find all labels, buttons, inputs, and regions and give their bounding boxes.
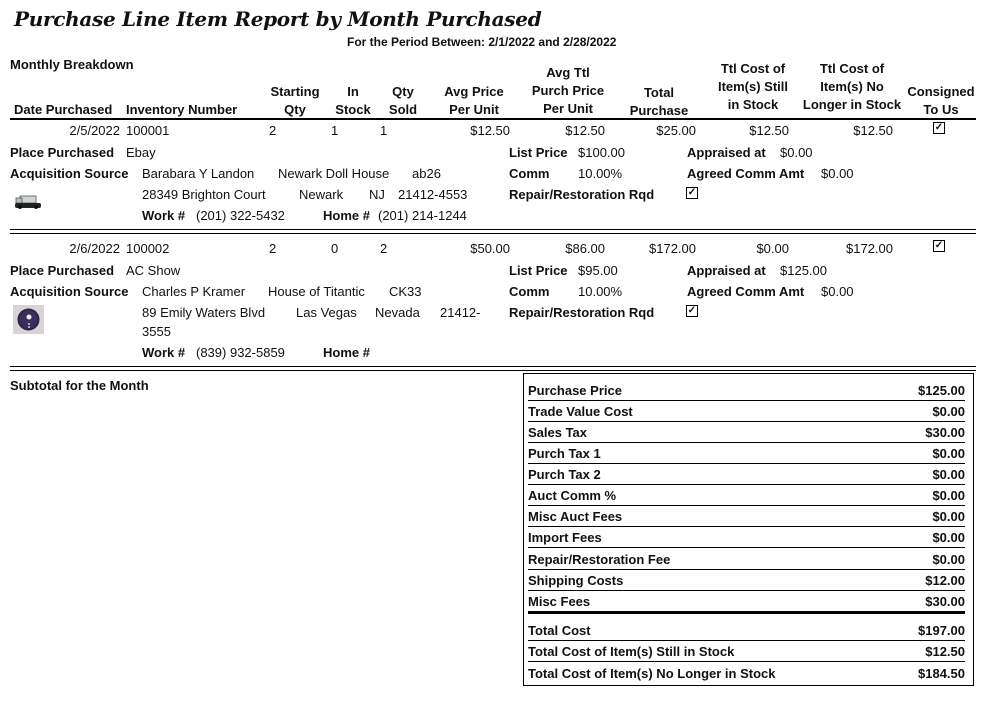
summary-label: Purch Tax 1	[528, 446, 601, 461]
col-qty-sold-line2: Sold	[388, 102, 418, 117]
item-divider-1a	[10, 229, 976, 230]
source-zip: 21412-4553	[398, 187, 468, 202]
summary-label: Repair/Restoration Fee	[528, 552, 671, 567]
comm-value: 10.00%	[578, 166, 623, 181]
place-purchased-value: AC Show	[126, 263, 181, 278]
summary-label: Trade Value Cost	[528, 404, 633, 419]
place-purchased-label: Place Purchased	[10, 145, 115, 160]
acquisition-source-label: Acquisition Source	[10, 284, 129, 299]
summary-value: $0.00	[932, 404, 965, 419]
col-total-line2: Purchase	[629, 103, 689, 118]
list-price-value: $95.00	[578, 263, 618, 278]
col-total-purchase	[626, 84, 692, 120]
list-price-label: List Price	[509, 145, 568, 160]
item-starting-qty: 2	[269, 241, 277, 256]
work-phone-label: Work #	[142, 345, 186, 360]
summary-value: $12.00	[925, 573, 965, 588]
item-total-purchase: $25.00	[656, 123, 696, 138]
summary-value: $0.00	[932, 552, 965, 567]
item-cost-no-longer: $172.00	[846, 241, 893, 256]
col-consigned-line1: Consigned	[907, 84, 975, 99]
list-price-value: $100.00	[578, 145, 625, 160]
col-cost-still-line1: Ttl Cost of	[720, 61, 786, 76]
source-code: CK33	[389, 284, 422, 299]
item-cost-still: $0.00	[756, 241, 789, 256]
summary-value: $0.00	[932, 488, 965, 503]
source-state: NJ	[369, 187, 385, 202]
col-in-stock-line2: Stock	[335, 102, 371, 117]
summary-label: Shipping Costs	[528, 573, 624, 588]
summary-row-purchase-price	[528, 379, 965, 401]
col-starting-qty-line2: Qty	[284, 102, 306, 117]
repair-label: Repair/Restoration Rqd	[509, 187, 655, 202]
item-in-stock: 1	[331, 123, 339, 138]
source-address: 28349 Brighton Court	[142, 187, 266, 202]
item-divider-2a	[10, 366, 976, 367]
section-label: Monthly Breakdown	[10, 57, 134, 72]
summary-value: $197.00	[918, 623, 965, 638]
agreed-comm-label: Agreed Comm Amt	[687, 284, 805, 299]
source-company: Newark Doll House	[278, 166, 390, 181]
col-avg-ttl-line3: Per Unit	[543, 101, 593, 116]
summary-label: Misc Fees	[528, 594, 591, 609]
col-cost-still-line2: Item(s) Still	[717, 79, 789, 94]
summary-value: $0.00	[932, 467, 965, 482]
source-code: ab26	[412, 166, 441, 181]
col-date: Date Purchased	[14, 102, 113, 117]
summary-label: Sales Tax	[528, 425, 588, 440]
summary-value: $0.00	[932, 509, 965, 524]
appraised-label: Appraised at	[687, 145, 766, 160]
summary-value: $184.50	[918, 666, 965, 681]
item-avg-price: $50.00	[470, 241, 510, 256]
item-divider-2b	[10, 370, 976, 371]
home-phone-value: (201) 214-1244	[378, 208, 467, 223]
col-qty-sold	[386, 83, 420, 119]
subtotal-label: Subtotal for the Month	[10, 378, 149, 393]
col-cost-no-longer-line3: Longer in Stock	[802, 97, 902, 112]
summary-label: Purch Tax 2	[528, 467, 601, 482]
item-total-purchase: $172.00	[649, 241, 696, 256]
summary-label: Misc Auct Fees	[528, 509, 623, 524]
col-consigned	[905, 83, 977, 119]
summary-row-import-fees	[528, 526, 965, 548]
place-purchased-label: Place Purchased	[10, 263, 115, 278]
col-inventory: Inventory Number	[126, 102, 238, 117]
consigned-checkbox[interactable]: ✓	[934, 122, 944, 133]
home-phone-label: Home #	[323, 345, 370, 360]
col-total-line1: Total	[643, 85, 675, 100]
col-in-stock-line1: In	[347, 84, 359, 99]
col-avg-price-line1: Avg Price	[444, 84, 504, 99]
appraised-value: $0.00	[780, 145, 813, 160]
repair-label: Repair/Restoration Rqd	[509, 305, 655, 320]
item-in-stock: 0	[331, 241, 339, 256]
summary-box	[523, 373, 974, 686]
col-avg-ttl-line2: Purch Price	[531, 83, 605, 98]
col-avg-price	[440, 83, 508, 119]
summary-label: Purchase Price	[528, 383, 622, 398]
summary-row-trade-value	[528, 400, 965, 422]
summary-value: $12.50	[925, 644, 965, 659]
summary-label: Total Cost of Item(s) Still in Stock	[528, 644, 735, 659]
col-avg-ttl	[526, 64, 610, 118]
comm-label: Comm	[509, 284, 550, 299]
item-avg-ttl-price: $12.50	[565, 123, 605, 138]
col-cost-still-line3: in Stock	[727, 97, 779, 112]
list-price-label: List Price	[509, 263, 568, 278]
agreed-comm-value: $0.00	[821, 284, 854, 299]
home-phone-label: Home #	[323, 208, 370, 223]
comm-label: Comm	[509, 166, 550, 181]
agreed-comm-label: Agreed Comm Amt	[687, 166, 805, 181]
summary-label: Auct Comm %	[528, 488, 617, 503]
summary-value: $0.00	[932, 446, 965, 461]
item-inventory-number[interactable]: 100001	[126, 123, 170, 138]
source-name: Barabara Y Landon	[142, 166, 255, 181]
summary-row-cost-still	[528, 640, 965, 662]
work-phone-value: (201) 322-5432	[196, 208, 285, 223]
item-avg-price: $12.50	[470, 123, 510, 138]
summary-row-misc-auct-fees	[528, 505, 965, 527]
report-title: Purchase Line Item Report by Month Purchased	[14, 7, 542, 31]
col-qty-sold-line1: Qty	[392, 84, 414, 99]
place-purchased-value: Ebay	[126, 145, 156, 160]
summary-row-shipping	[528, 569, 965, 591]
source-city: Las Vegas	[296, 305, 357, 320]
summary-value: $0.00	[932, 530, 965, 545]
summary-row-auct-comm	[528, 484, 965, 506]
col-cost-still	[710, 60, 796, 114]
summary-value: $30.00	[925, 425, 965, 440]
summary-value: $30.00	[925, 594, 965, 609]
item-cost-still: $12.50	[749, 123, 789, 138]
item-divider-1b	[10, 233, 976, 234]
item-cost-no-longer: $12.50	[853, 123, 893, 138]
work-phone-value: (839) 932-5859	[196, 345, 285, 360]
item-date: 2/5/2022	[69, 123, 120, 138]
summary-row-purch-tax-1	[528, 442, 965, 464]
work-phone-label: Work #	[142, 208, 186, 223]
item-qty-sold: 1	[380, 123, 388, 138]
col-in-stock	[334, 83, 372, 119]
item-date: 2/6/2022	[69, 241, 120, 256]
source-state: Nevada	[375, 305, 420, 320]
summary-row-purch-tax-2	[528, 463, 965, 485]
summary-label: Total Cost	[528, 623, 591, 638]
summary-row-total-cost	[528, 619, 965, 641]
agreed-comm-value: $0.00	[821, 166, 854, 181]
summary-label: Import Fees	[528, 530, 602, 545]
item-qty-sold: 2	[380, 241, 388, 256]
col-cost-no-longer-line2: Item(s) No	[820, 79, 884, 94]
source-zip: 21412-	[440, 305, 481, 320]
source-zip-continued: 3555	[142, 324, 171, 339]
source-name: Charles P Kramer	[142, 284, 246, 299]
appraised-value: $125.00	[780, 263, 827, 278]
source-city: Newark	[299, 187, 344, 202]
col-cost-no-longer	[800, 60, 904, 114]
col-cost-no-longer-line1: Ttl Cost of	[819, 61, 885, 76]
col-avg-price-line2: Per Unit	[449, 102, 499, 117]
paperweight-image	[13, 305, 44, 334]
summary-label: Total Cost of Item(s) No Longer in Stock	[528, 666, 776, 681]
toy-truck-image	[14, 194, 42, 210]
col-avg-ttl-line1: Avg Ttl	[546, 65, 590, 80]
col-starting-qty	[269, 83, 321, 119]
col-consigned-line2: To Us	[923, 102, 959, 117]
item-starting-qty: 2	[269, 123, 277, 138]
summary-row-cost-no-longer	[528, 662, 965, 683]
col-starting-qty-line1: Starting	[270, 84, 320, 99]
item-avg-ttl-price: $86.00	[565, 241, 605, 256]
source-address: 89 Emily Waters Blvd	[142, 305, 266, 320]
summary-row-sales-tax	[528, 421, 965, 443]
source-company: House of Titantic	[268, 284, 365, 299]
comm-value: 10.00%	[578, 284, 623, 299]
acquisition-source-label: Acquisition Source	[10, 166, 129, 181]
repair-checkbox[interactable]: ✓	[687, 187, 697, 198]
repair-checkbox[interactable]: ✓	[687, 305, 697, 316]
summary-row-repair-fee	[528, 548, 965, 570]
appraised-label: Appraised at	[687, 263, 766, 278]
item-inventory-number[interactable]: 100002	[126, 241, 170, 256]
report-period: For the Period Between: 2/1/2022 and 2/28/2022	[347, 35, 617, 49]
header-divider	[10, 118, 976, 120]
consigned-checkbox[interactable]: ✓	[934, 240, 944, 251]
summary-row-misc-fees	[528, 590, 965, 614]
summary-value: $125.00	[918, 383, 965, 398]
